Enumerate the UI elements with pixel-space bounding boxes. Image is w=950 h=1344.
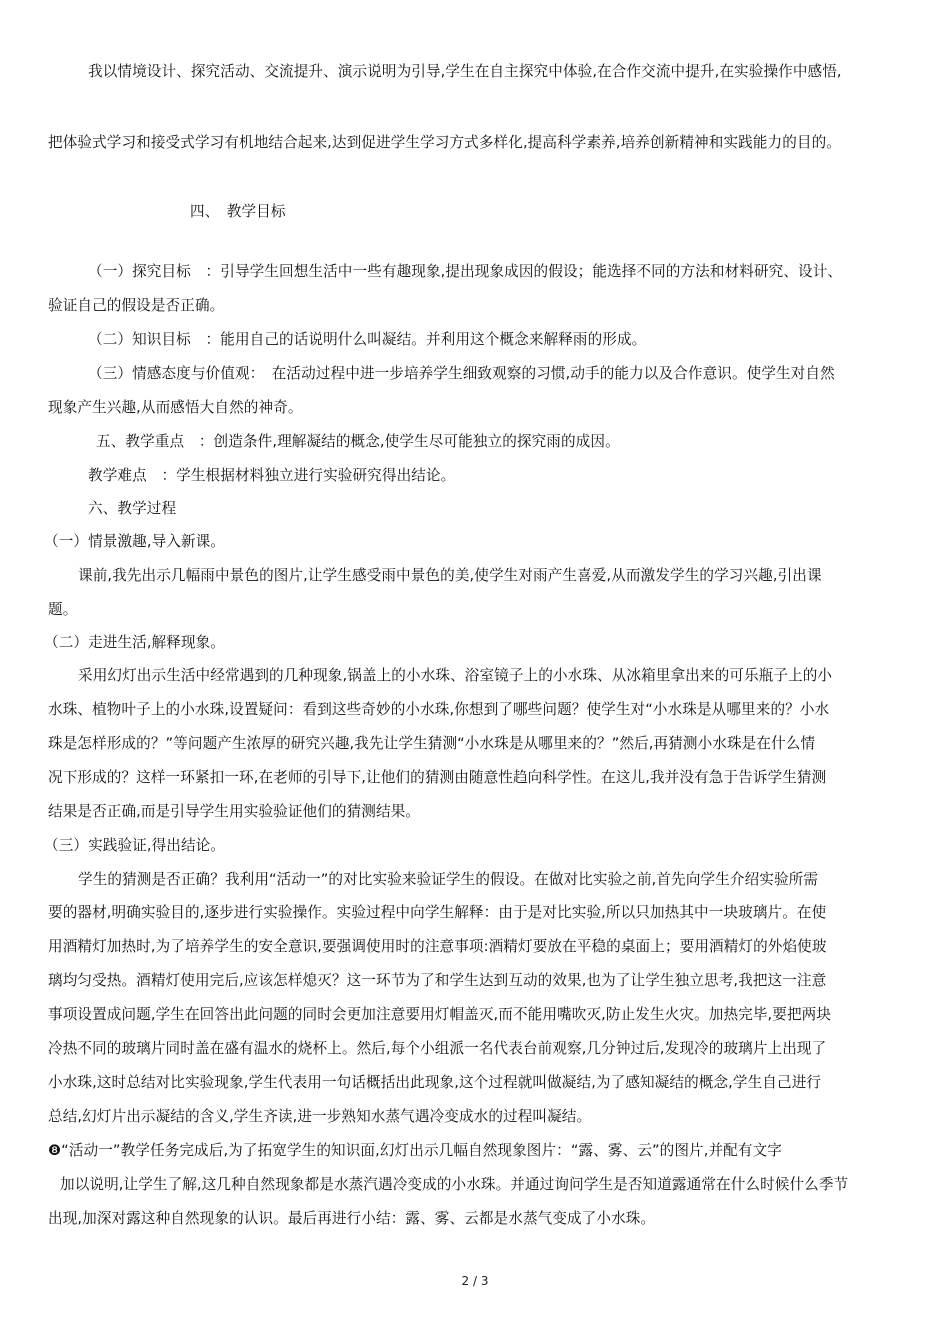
paragraph-line: 总结,幻灯片出示凝结的含义,学生齐读,进一步熟知水蒸气遇冷变成水的过程叫凝结。 (48, 1108, 592, 1125)
paragraph-line: 出现,加深对露这种自然现象的认识。最后再进行小结：露、雾、云都是水蒸气变成了小水珠。 (48, 1210, 656, 1227)
paragraph-line: （三）情感态度与价值观： 在活动过程中进一步培养学生细致观察的习惯,动手的能力以及合作意识。使学生对自然 (88, 365, 835, 382)
paragraph-line: 验证自己的假设是否正确。 (48, 297, 225, 314)
paragraph-line: 水珠、植物叶子上的小水珠,设置疑问：看到这些奇妙的小水珠,你想到了哪些问题？使学生对“小水珠是从哪里来的？小水 (48, 701, 830, 718)
paragraph-line: 事项设置成问题,学生在回答出此问题的同时会更加注意要用灯帽盖灭,而不能用嘴吹灭,防止发生火灾。加热完毕,要把两块 (48, 1006, 832, 1023)
paragraph-line: 况下形成的？这样一环紧扣一环,在老师的引导下,让他们的猜测由随意性趋向科学性。在这儿,我并没有急于告诉学生猜测 (48, 769, 827, 786)
paragraph-line: 现象产生兴趣,从而感悟大自然的神奇。 (48, 399, 303, 416)
paragraph-line: 课前,我先出示几幅雨中景色的图片,让学生感受雨中景色的美,使学生对雨产生喜爱,从而激发学生的学习兴趣,引出课 (78, 567, 822, 584)
paragraph-line: 璃均匀受热。酒精灯使用完后,应该怎样熄灭？这一环节为了和学生达到互动的效果,也为了让学生独立思考,我把这一注意 (48, 972, 827, 989)
subsection-heading: （三）实践验证,得出结论。 (44, 837, 226, 854)
paragraph-line: 冷热不同的玻璃片同时盖在盛有温水的烧杯上。然后,每个小组派一名代表台前观察,几分钟过后,发现冷的玻璃片上出现了 (48, 1040, 827, 1057)
paragraph-line: 珠是怎样形成的？”等问题产生浓厚的研究兴趣,我先让学生猜测“小水珠是从哪里来的？”然后,再猜测小水珠是在什么情 (48, 735, 816, 752)
paragraph-line: 用酒精灯加热时,为了培养学生的安全意识,要强调使用时的注意事项:酒精灯要放在平稳的桌面上；要用酒精灯的外焰使玻 (48, 938, 827, 955)
paragraph-line: ❽“活动一”教学任务完成后,为了拓宽学生的知识面,幻灯出示几幅自然现象图片：“露、雾、云”的图片,并配有文字 (48, 1142, 782, 1159)
paragraph-line: 结果是否正确,而是引导学生用实验验证他们的猜测结果。 (48, 803, 421, 820)
subsection-heading: （二）走进生活,解释现象。 (44, 634, 226, 651)
paragraph-line: 我以情境设计、探究活动、交流提升、演示说明为引导,学生在自主探究中体验,在合作交流中提升,在实验操作中感悟, (88, 63, 842, 80)
paragraph-line: 采用幻灯出示生活中经常遇到的几种现象,锅盖上的小水珠、浴室镜子上的小水珠、从冰箱里拿出来的可乐瓶子上的小 (78, 667, 833, 684)
paragraph-line: 题。 (48, 601, 78, 618)
paragraph-line: 小水珠,这时总结对比实验现象,学生代表用一句话概括出此现象,这个过程就叫做凝结,为了感知凝结的概念,学生自己进行 (48, 1074, 822, 1091)
paragraph-line: 要的器材,明确实验目的,逐步进行实验操作。实验过程中向学生解释：由于是对比实验,所以只加热其中一块玻璃片。在使 (48, 904, 827, 921)
page-number: 2 / 3 (461, 1274, 489, 1288)
paragraph-line: 教学难点 ：学生根据材料独立进行实验研究得出结论。 (88, 467, 456, 484)
paragraph-line: 加以说明,让学生了解,这几种自然现象都是水蒸汽遇冷变成的小水珠。并通过询问学生是否知道露通常在什么时候什么季节 (60, 1176, 849, 1193)
paragraph-line: 把体验式学习和接受式学习有机地结合起来,达到促进学生学习方式多样化,提高科学素养,培养创新精神和实践能力的目的。 (48, 134, 841, 151)
section-heading: 四、 教学目标 (190, 203, 286, 220)
paragraph-line: （一）探究目标 ：引导学生回想生活中一些有趣现象,提出现象成因的假设；能选择不同的方法和材料研究、设计、 (88, 263, 843, 280)
paragraph-line: 学生的猜测是否正确？我利用“活动一”的对比实验来验证学生的假设。在做对比实验之前,首先向学生介绍实验所需 (78, 871, 819, 888)
subsection-heading: （一）情景激趣,导入新课。 (44, 533, 226, 550)
section-heading: 六、教学过程 (88, 500, 177, 517)
paragraph-line: （二）知识目标 ：能用自己的话说明什么叫凝结。并利用这个概念来解释雨的形成。 (88, 331, 647, 348)
section-heading: 五、教学重点 ：创造条件,理解凝结的概念,使学生尽可能独立的探究雨的成因。 (96, 433, 620, 450)
